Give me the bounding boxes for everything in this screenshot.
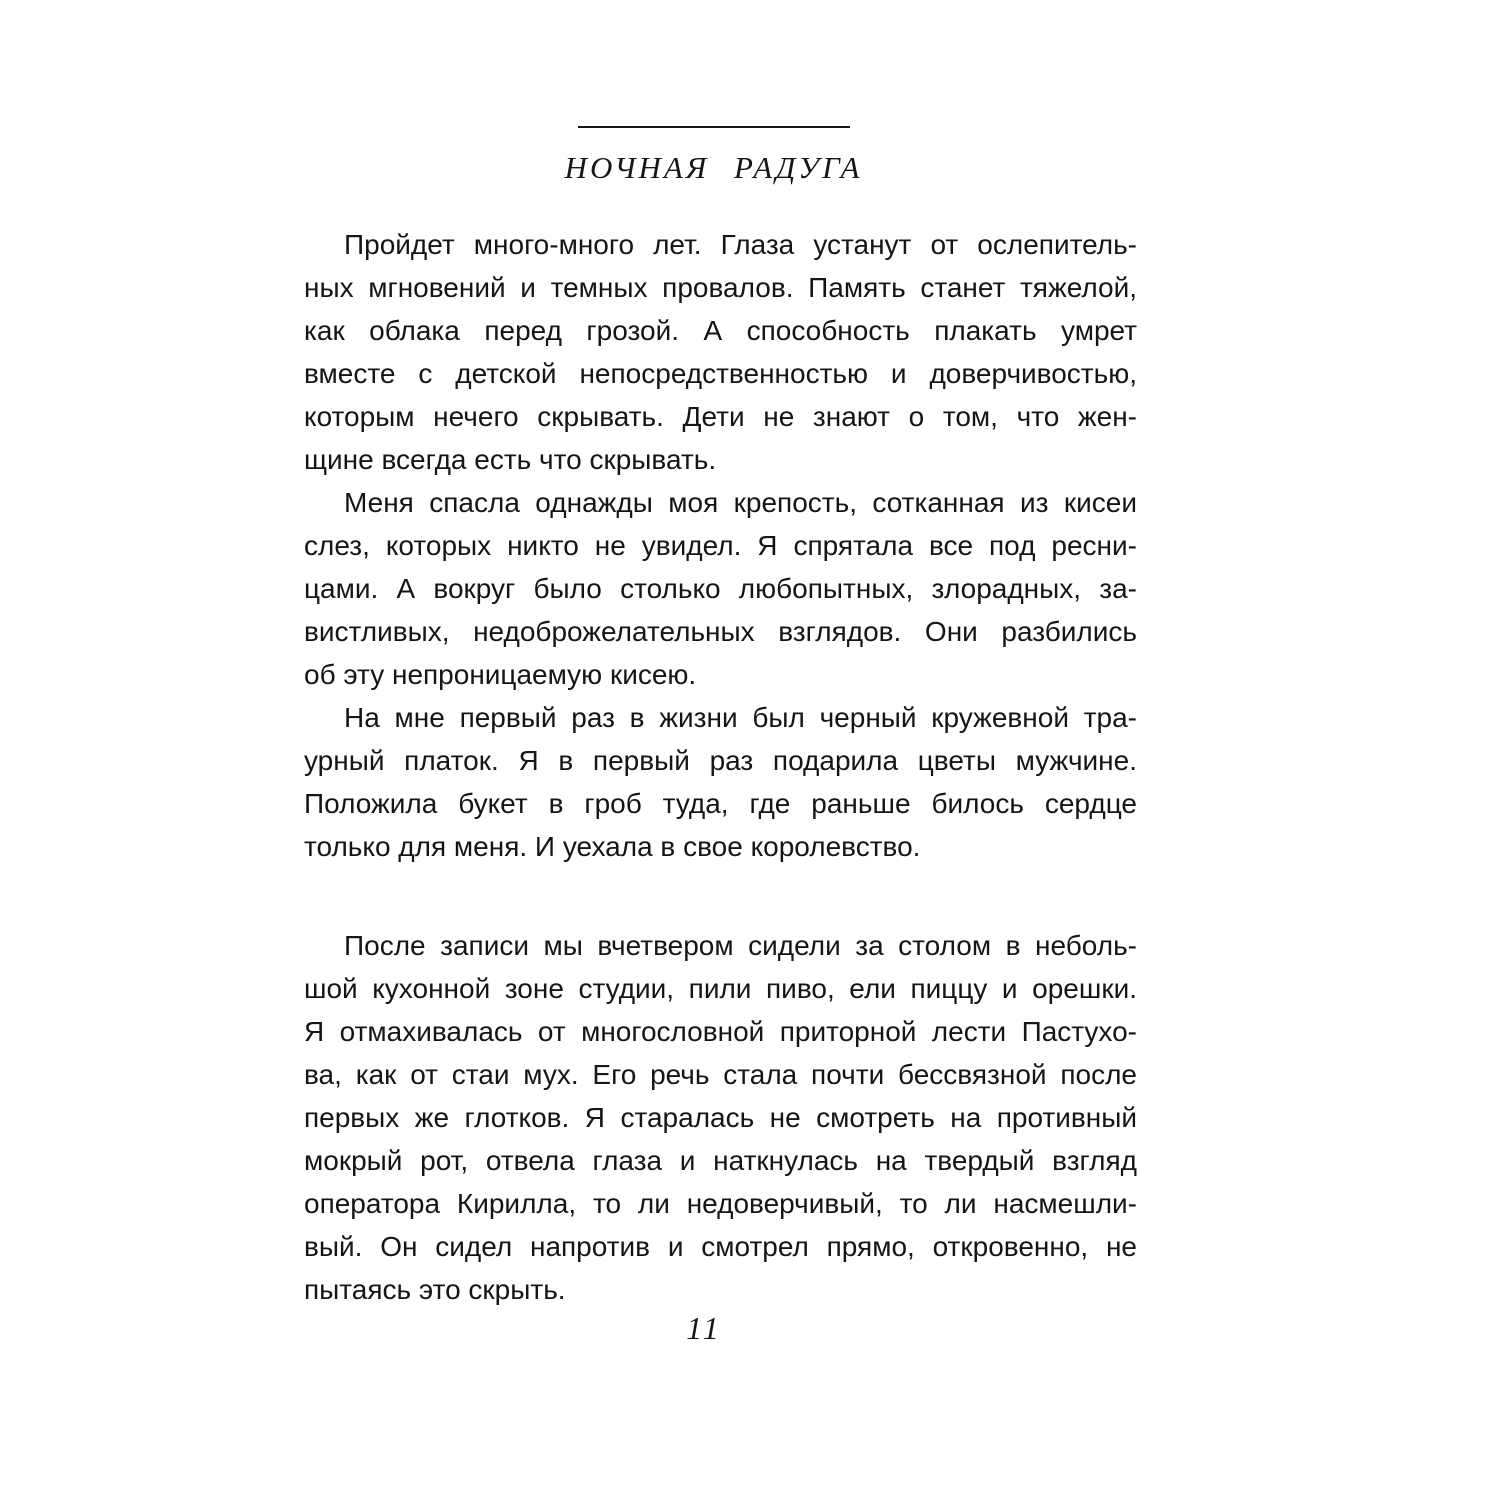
page-number: 11 — [686, 1310, 722, 1346]
text-line: об эту непроницаемую кисею. — [304, 659, 697, 690]
text-line: После записи мы вчетвером сидели за столом в неболь- — [344, 930, 1137, 961]
text-line: вместе с детской непосредственностью и доверчивостью, — [304, 358, 1137, 389]
paragraph — [304, 696, 1137, 868]
text-line: шой кухонной зоне студии, пили пиво, ели пиццу и орешки. — [304, 973, 1137, 1004]
text-line: первых же глотков. Я старалась не смотреть на противный — [304, 1102, 1137, 1133]
text-line: оператора Кирилла, то ли недоверчивый, то ли насмешли- — [304, 1188, 1137, 1219]
text-line: Я отмахивалась от многословной приторной лести Пастухо- — [304, 1016, 1137, 1047]
paragraph — [304, 223, 1137, 481]
text-line: На мне первый раз в жизни был черный кружевной тра- — [344, 702, 1137, 733]
running-head-block — [304, 126, 1137, 186]
text-line: пытаясь это скрыть. — [304, 1274, 566, 1305]
text-line: щине всегда есть что скрывать. — [304, 444, 717, 475]
running-head-title: НОЧНАЯ РАДУГА — [564, 150, 863, 185]
text-line: ных мгновений и темных провалов. Память станет тяжелой, — [304, 272, 1137, 303]
text-line: вый. Он сидел напротив и смотрел прямо, откровенно, не — [304, 1231, 1137, 1262]
text-line: урный платок. Я в первый раз подарила цветы мужчине. — [304, 745, 1137, 776]
text-line: Положила букет в гроб туда, где раньше билось сердце — [304, 788, 1137, 819]
body-text — [304, 223, 1137, 1311]
text-line: только для меня. И уехала в свое королевство. — [304, 831, 921, 862]
paragraph — [304, 924, 1137, 1311]
text-line: Меня спасла однажды моя крепость, сотканная из кисеи — [344, 487, 1137, 518]
text-line: мокрый рот, отвела глаза и наткнулась на твердый взгляд — [304, 1145, 1137, 1176]
text-line: ва, как от стаи мух. Его речь стала почти бессвязной после — [304, 1059, 1137, 1090]
text-line: вистливых, недоброжелательных взглядов. Они разбились — [304, 616, 1137, 647]
text-line: Пройдет много-много лет. Глаза устанут от ослепитель- — [344, 229, 1137, 260]
text-line: как облака перед грозой. А способность плакать умрет — [304, 315, 1137, 346]
text-line: слез, которых никто не увидел. Я спрятала все под ресни- — [304, 530, 1137, 561]
text-line: которым нечего скрывать. Дети не знают о том, что жен- — [304, 401, 1137, 432]
paragraph — [304, 481, 1137, 696]
header-rule — [578, 126, 850, 128]
text-line: цами. А вокруг было столько любопытных, злорадных, за- — [304, 573, 1137, 604]
